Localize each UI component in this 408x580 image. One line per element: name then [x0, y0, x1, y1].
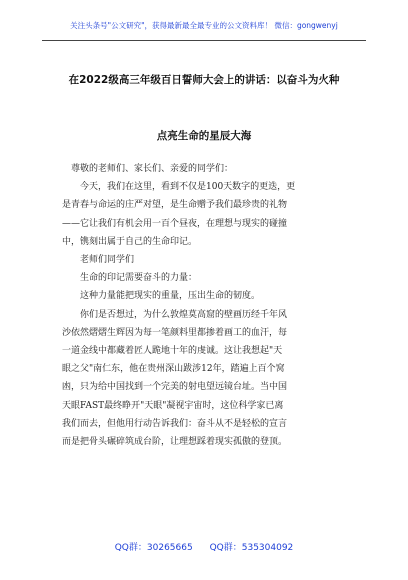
qq-group-1: QQ群：30265665	[114, 543, 193, 553]
paragraph-line: 中，镌刻出属于自己的生命印记。	[62, 236, 198, 247]
paragraph-line: 沙依然熠熠生辉因为每一笔颜料里都掺着画工的血汗，每	[62, 327, 288, 338]
paragraph-line: 眼之父"南仁东，他在贵州深山跋涉12年，踏遍上百个窝	[62, 364, 285, 375]
paragraph-line: 这种力量能把现实的重量，压出生命的韧度。	[80, 291, 261, 302]
paragraph-line: 你们是否想过，为什么敦煌莫高窟的壁画历经千年风	[80, 309, 288, 320]
paragraph-line: 一道金线中都藏着匠人跪地十年的虔诚。这让我想起"天	[62, 346, 283, 357]
paragraph-line: 凼，只为给中国找到一个完美的射电望远镜台址。当中国	[62, 382, 288, 393]
paragraph-line: 老师们同学们	[80, 255, 135, 266]
document-footer	[0, 540, 408, 553]
qq-group-2: QQ群：535304092	[209, 543, 294, 553]
paragraph-line: 天眼FAST最终睁开"天眼"凝视宇宙时，这位科学家已离	[62, 400, 284, 411]
paragraph-line: 生命的印记需要奋斗的力量：	[80, 273, 198, 284]
paragraph-line: 今天，我们在这里，看到不仅是100天数字的更迭，更	[80, 182, 296, 193]
speech-body	[62, 160, 362, 451]
document-title-line-1: 在2022级高三年级百日誓师大会上的讲话：以奋斗为火种	[68, 74, 340, 86]
salutation: 尊敬的老师们、家长们、亲爱的同学们：	[71, 164, 234, 174]
paragraph-line: ——它让我们有机会用一百个昼夜，在理想与现实的碰撞	[62, 218, 288, 229]
paragraph-line: 我们而去，但他用行动告诉我们：奋斗从不是轻松的宣言	[62, 418, 288, 429]
header-divider	[42, 40, 366, 41]
paragraph-line: 而是把骨头碾碎筑成台阶，让理想踩着现实孤傲的登顶。	[62, 437, 288, 448]
document-title-line-2: 点亮生命的星辰大海	[156, 130, 252, 142]
paragraph-line: 是青春与命运的庄严对望，是生命赠予我们最珍贵的礼物	[62, 200, 288, 211]
document-header-banner: 关注头条号"公文研究"，获得最新最全最专业的公文资料库！ 微信：gongwenyj	[70, 21, 338, 30]
